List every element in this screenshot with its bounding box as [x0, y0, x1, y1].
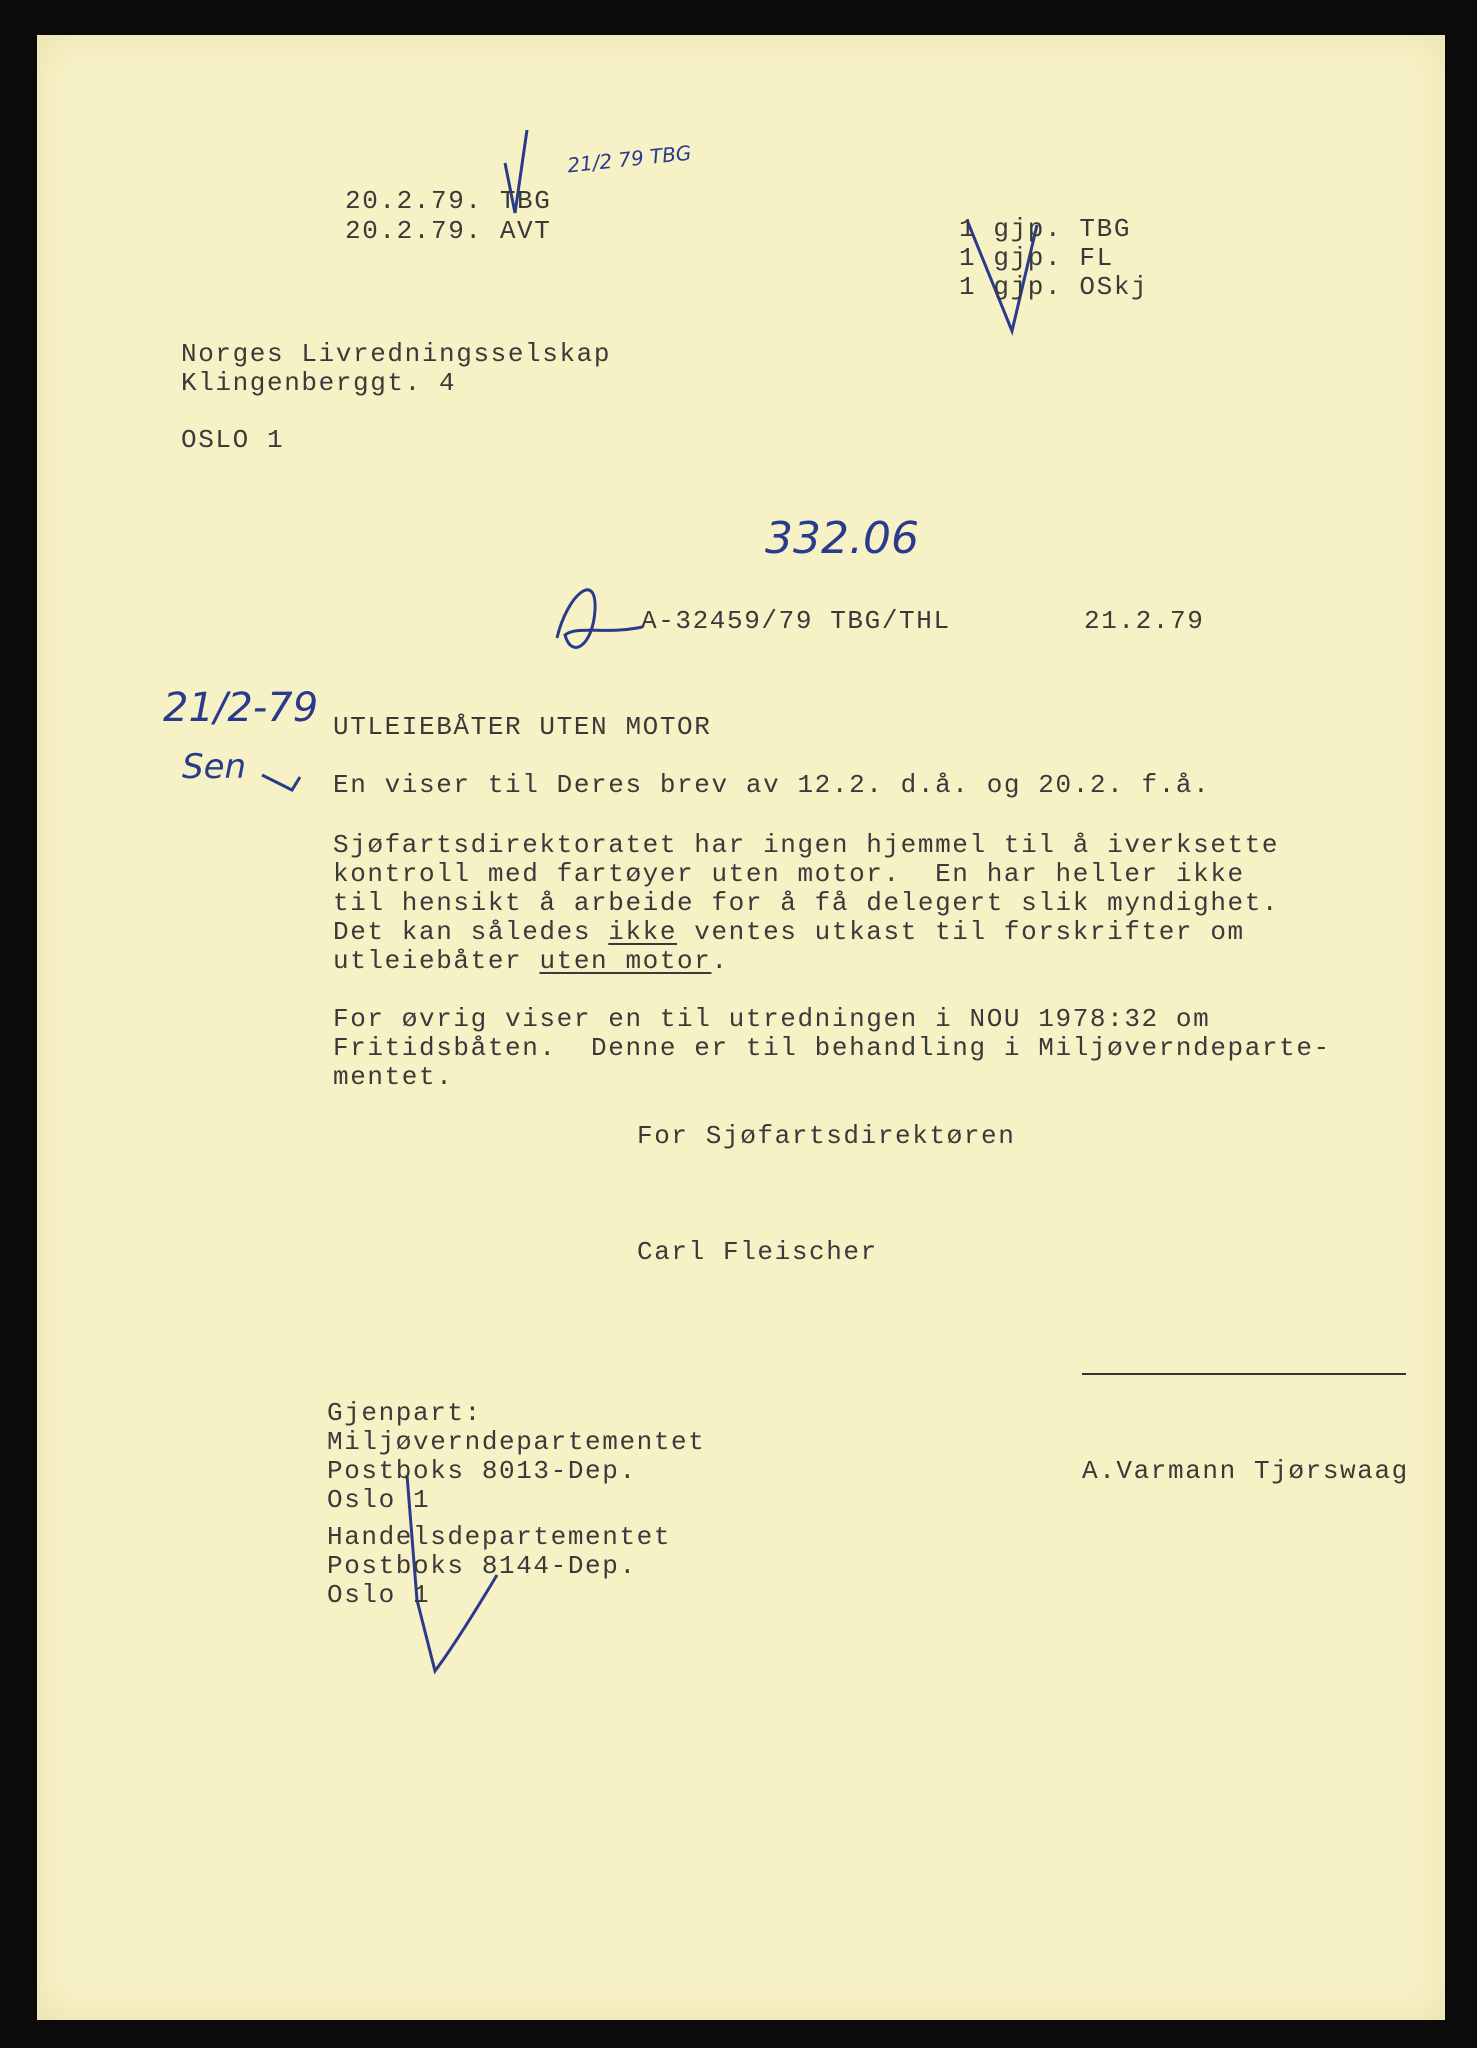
recipient-city: OSLO 1 [181, 425, 285, 455]
reference-date: 21.2.79 [1084, 606, 1205, 636]
body-paragraph-1-line-2: kontroll med fartøyer uten motor. En har heller ikke [333, 859, 1245, 889]
closing-for-line: For Sjøfartsdirektøren [637, 1121, 1016, 1151]
body-paragraph-2-line-3: mentet. [333, 1062, 454, 1092]
emphasis-ikke: ikke [608, 917, 678, 947]
body-intro: En viser til Deres brev av 12.2. d.å. og 20.2. f.å. [333, 770, 1211, 800]
body-paragraph-2-line-2: Fritidsbåten. Denne er til behandling i Miljøverndeparte- [333, 1033, 1331, 1063]
closing-signatory: Carl Fleischer [637, 1237, 878, 1267]
signature-line [1082, 1373, 1406, 1375]
header-date-line-2: 20.2.79. AVT [345, 216, 552, 246]
body-paragraph-2-line-1: For øvrig viser en til utredningen i NOU 1978:32 om [333, 1004, 1211, 1034]
line-5-text-a: utleiebåter [333, 946, 540, 976]
copy-line-3: 1 gjp. OSkj [959, 272, 1149, 302]
reference-number: A-32459/79 TBG/THL [641, 606, 951, 636]
copy-to-line-3: Oslo 1 [327, 1485, 431, 1515]
margin-initials: Sen [182, 747, 247, 787]
line-5-text-b: . [711, 946, 729, 976]
emphasis-uten-motor: uten motor [539, 946, 712, 976]
copy-to-line-1: Miljøverndepartementet [327, 1427, 706, 1457]
copy-to-label: Gjenpart: [327, 1398, 482, 1428]
copy-to-line-6: Oslo 1 [327, 1580, 431, 1610]
body-paragraph-1-line-1: Sjøfartsdirektoratet har ingen hjemmel til å iverksette [333, 830, 1280, 860]
body-paragraph-1-line-5 [333, 947, 729, 975]
handwritten-initial: 21/2 79 TBG [566, 140, 693, 178]
body-paragraph-1-line-3: til hensikt å arbeide for å få delegert slik myndighet. [333, 888, 1280, 918]
recipient-line-1: Norges Livredningsselskap [181, 339, 612, 369]
header-date-line-1: 20.2.79. TBG [345, 186, 552, 216]
document-page [37, 35, 1445, 2020]
copy-to-line-2: Postboks 8013-Dep. [327, 1456, 637, 1486]
second-signatory: A.Varmann Tjørswaag [1082, 1456, 1409, 1486]
body-paragraph-1-line-4 [333, 918, 1245, 946]
copy-to-line-4: Handelsdepartementet [327, 1522, 672, 1552]
line-4-text-b: ventes utkast til forskrifter om [677, 917, 1245, 947]
line-4-text-a: Det kan således [333, 917, 609, 947]
subject-line: UTLEIEBÅTER UTEN MOTOR [333, 712, 712, 742]
copy-line-1: 1 gjp. TBG [959, 214, 1132, 244]
recipient-line-2: Klingenberggt. 4 [181, 368, 457, 398]
margin-date: 21/2-79 [163, 685, 319, 731]
copy-to-line-5: Postboks 8144-Dep. [327, 1551, 637, 1581]
copy-line-2: 1 gjp. FL [959, 243, 1114, 273]
file-number: 332.06 [765, 513, 919, 564]
